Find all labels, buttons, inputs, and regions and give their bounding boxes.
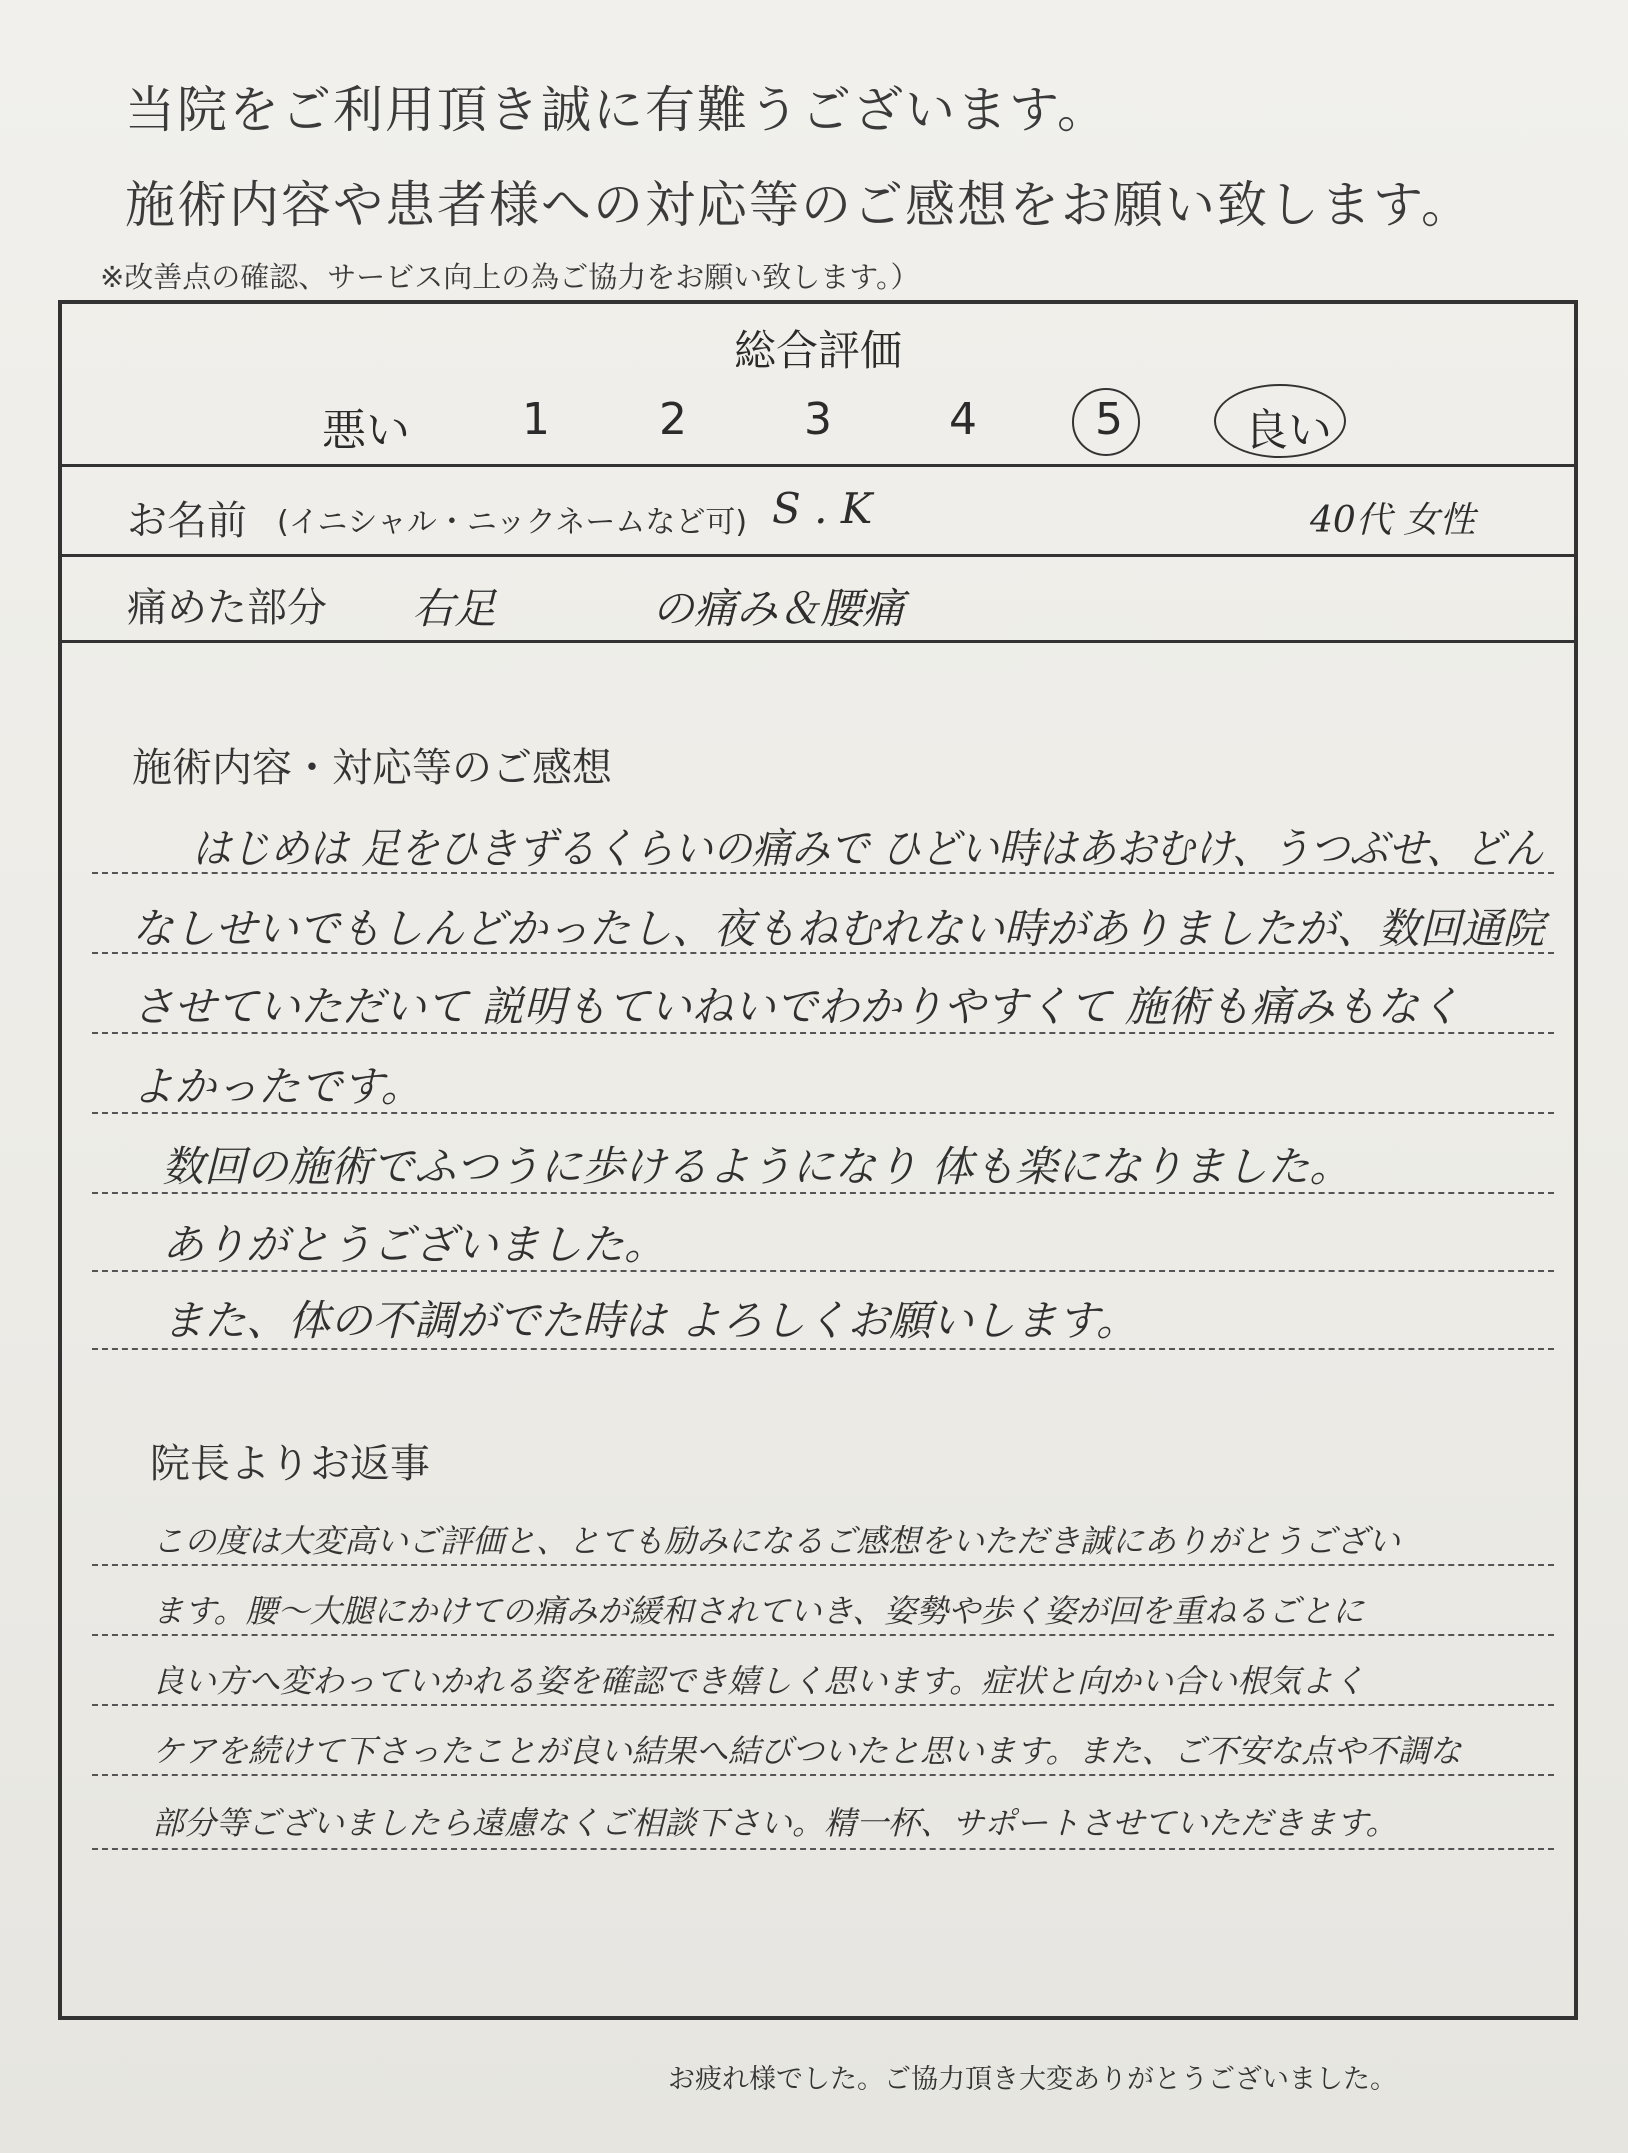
comment-line: また、体の不調がでた時は よろしくお願いします。 [162,1296,1138,1345]
rating-option-1[interactable]: 1 [522,394,550,445]
rating-option-4[interactable]: 4 [949,394,977,445]
rating-option-3[interactable]: 3 [804,394,832,445]
intro-note: ※改善点の確認、サービス向上の為ご協力をお願い致します。） [100,260,920,294]
rating-option-2[interactable]: 2 [659,394,687,445]
ruled-line [92,1348,1554,1350]
ruled-line [92,1032,1554,1034]
ruled-line [92,1564,1554,1566]
comment-line: 数回の施術でふつうに歩けるようになり 体も楽になりました。 [162,1142,1352,1191]
footer-thanks: お疲れ様でした。ご協力頂き大変ありがとうございました。 [668,2064,1397,2095]
rating-option-5[interactable]: 5 [1095,394,1123,445]
comment-line: なしせいでもしんどかったし、夜もねむれない時がありましたが、数回通院 [132,904,1545,953]
comment-line: ありがとうございました。 [162,1220,667,1269]
pain-area-label: 痛めた部分 [127,585,327,631]
rating-title: 総合評価 [733,326,902,375]
reply-heading: 院長よりお返事 [150,1441,430,1487]
reply-line: この度は大変高いご評価と、とても励みになるご感想をいただき誠にありがとうござい [152,1522,1401,1560]
intro-line-1: 当院をご利用頂き誠に有難うございます。 [125,81,1109,139]
ruled-line [92,952,1554,954]
name-value[interactable]: S . K [772,484,873,533]
pain-detail-value[interactable]: の痛み＆腰痛 [652,584,905,633]
intro-line-2: 施術内容や患者様への対応等のご感想をお願い致します。 [125,176,1473,234]
reply-line: 部分等ございましたら遠慮なくご相談下さい。精一杯、サポートさせていただきます。 [152,1804,1398,1842]
rating-good-label: 良い [1244,405,1332,456]
ruled-line [92,1634,1554,1636]
age-gender-value[interactable]: 40代 女性 [1310,500,1476,541]
name-hint: (イニシャル・ニックネームなど可) [277,505,748,540]
comment-line: させていただいて 説明もていねいでわかりやすくて 施術も痛みもなく [132,982,1461,1031]
comment-line: よかったです。 [132,1062,423,1111]
divider [62,640,1574,643]
good-label-circle [1214,384,1346,458]
ruled-line [92,1774,1554,1776]
survey-form [58,300,1578,2020]
reply-line: ケアを続けて下さったことが良い結果へ結びついたと思います。また、ご不安な点や不調な [152,1732,1462,1770]
rating-bad-label: 悪い [322,405,410,456]
ruled-line [92,1112,1554,1114]
name-label: お名前 [127,498,247,544]
comment-heading: 施術内容・対応等のご感想 [132,745,612,791]
ruled-line [92,872,1554,874]
ruled-line [92,1192,1554,1194]
pain-area-value[interactable]: 右足 [412,584,497,633]
ruled-line [92,1704,1554,1706]
comment-line: はじめは 足をひきずるくらいの痛みで ひどい時はあおむけ、うつぶせ、どん [192,824,1544,873]
reply-line: ます。腰～大腿にかけての痛みが緩和されていき、姿勢や歩く姿が回を重ねるごとに [152,1592,1365,1630]
divider [62,554,1574,557]
ruled-line [92,1848,1554,1850]
ruled-line [92,1270,1554,1272]
reply-line: 良い方へ変わっていかれる姿を確認でき嬉しく思います。症状と向かい合い根気よく [152,1662,1366,1700]
divider [62,464,1574,467]
selected-rating-circle [1072,388,1140,456]
